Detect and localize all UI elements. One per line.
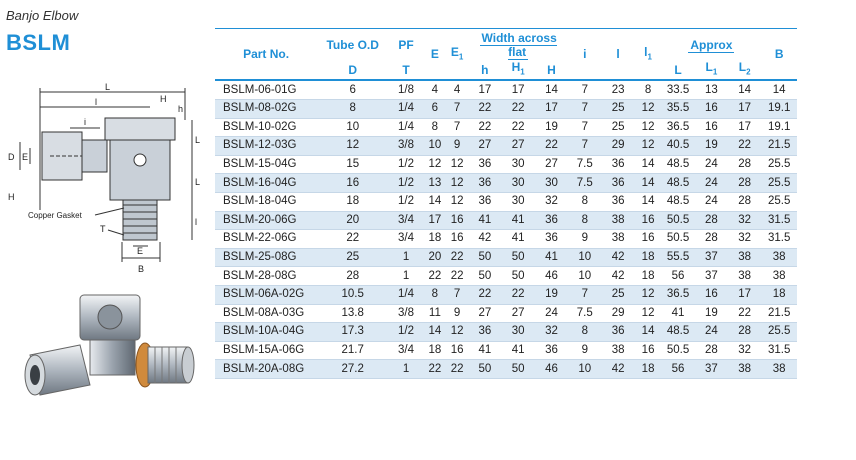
table-cell: 30 (502, 174, 535, 193)
table-cell: 10 (568, 360, 601, 379)
table-cell: 48.5 (661, 155, 694, 174)
table-cell: 36 (601, 174, 634, 193)
col-e: E (430, 47, 439, 62)
table-cell: 12 (635, 99, 662, 118)
table-cell: 7 (446, 285, 468, 304)
table-cell: 7 (446, 99, 468, 118)
table-cell: 10.5 (317, 285, 388, 304)
col-e1: $E_1$ (450, 44, 464, 61)
table-cell: 10 (568, 248, 601, 267)
part-number-cell: BSLM-18-04G (215, 192, 317, 211)
table-cell: 21.7 (317, 341, 388, 360)
dim-label-E: E (22, 152, 29, 162)
table-cell: 36 (468, 323, 501, 342)
table-cell: 17 (468, 80, 501, 99)
table-cell: 12 (446, 323, 468, 342)
table-cell: 27 (535, 155, 568, 174)
part-number-cell: BSLM-20-06G (215, 211, 317, 230)
table-cell: 28 (728, 192, 761, 211)
dim-label-h: h (178, 104, 184, 114)
table-cell: 3/4 (388, 230, 424, 249)
product-photo (20, 285, 210, 435)
table-cell: 14 (535, 80, 568, 99)
table-cell: 17 (728, 285, 761, 304)
table-cell: 12 (424, 155, 446, 174)
dim-label-L2: L (195, 135, 201, 145)
table-cell: 37 (695, 248, 728, 267)
table-cell: 21.5 (761, 304, 797, 323)
table-cell: 32 (728, 341, 761, 360)
table-cell: 6 (317, 80, 388, 99)
table-cell: 50 (468, 248, 501, 267)
table-cell: 38 (728, 360, 761, 379)
col-part-no: Part No. (243, 47, 290, 62)
table-cell: 16 (446, 230, 468, 249)
dim-label-H: H (8, 192, 15, 202)
table-cell: 1/4 (388, 285, 424, 304)
table-cell: 14 (635, 155, 662, 174)
table-cell: 8 (317, 99, 388, 118)
table-cell: 8 (568, 211, 601, 230)
table-cell: 38 (601, 230, 634, 249)
table-cell: 25 (601, 99, 634, 118)
part-number-cell: BSLM-15A-06G (215, 341, 317, 360)
table-cell: 24 (695, 323, 728, 342)
col-L1: $L_1$ (705, 60, 718, 77)
table-cell: 1/2 (388, 155, 424, 174)
table-cell: 16 (635, 230, 662, 249)
table-cell: 16 (317, 174, 388, 193)
part-number-cell: BSLM-06-01G (215, 80, 317, 99)
table-cell: 29 (601, 137, 634, 156)
table-cell: 12 (446, 192, 468, 211)
table-cell: 7 (568, 99, 601, 118)
table-cell: 12 (635, 118, 662, 137)
table-cell: 28 (695, 230, 728, 249)
table-cell: 50.5 (661, 341, 694, 360)
table-cell: 22 (728, 304, 761, 323)
table-cell: 22 (446, 267, 468, 286)
part-number-cell: BSLM-06A-02G (215, 285, 317, 304)
table-cell: 41 (535, 248, 568, 267)
table-cell: 25.5 (761, 174, 797, 193)
table-cell: 1/8 (388, 80, 424, 99)
table-cell: 36 (535, 341, 568, 360)
table-cell: 50 (468, 267, 501, 286)
table-cell: 7 (446, 118, 468, 137)
table-cell: 19 (695, 304, 728, 323)
table-cell: 18 (424, 341, 446, 360)
table-cell: 13 (695, 80, 728, 99)
table-cell: 42 (601, 360, 634, 379)
table-cell: 31.5 (761, 211, 797, 230)
table-row (215, 80, 797, 99)
table-row (215, 137, 797, 156)
table-cell: 12 (317, 137, 388, 156)
table-cell: 17 (424, 211, 446, 230)
table-cell: 25 (317, 248, 388, 267)
table-cell: 10 (424, 137, 446, 156)
table-cell: 42 (601, 267, 634, 286)
table-cell: 14 (728, 80, 761, 99)
table-cell: 22 (424, 360, 446, 379)
table-cell: 50 (502, 248, 535, 267)
table-cell: 13.8 (317, 304, 388, 323)
table-cell: 41 (468, 341, 501, 360)
table-cell: 21.5 (761, 137, 797, 156)
table-cell: 27 (502, 304, 535, 323)
table-cell: 36 (601, 192, 634, 211)
table-cell: 16 (695, 118, 728, 137)
table-cell: 18 (635, 248, 662, 267)
table-row (215, 99, 797, 118)
product-subtitle: Banjo Elbow (6, 8, 79, 23)
table-cell: 14 (424, 323, 446, 342)
table-cell: 30 (535, 174, 568, 193)
part-number-cell: BSLM-28-08G (215, 267, 317, 286)
table-cell: 4 (446, 80, 468, 99)
table-cell: 17 (502, 80, 535, 99)
table-cell: 3/4 (388, 341, 424, 360)
dim-label-i: i (84, 117, 86, 127)
table-cell: 1 (388, 248, 424, 267)
table-cell: 46 (535, 267, 568, 286)
table-cell: 7 (568, 118, 601, 137)
table-cell: 19 (535, 285, 568, 304)
part-number-cell: BSLM-10-02G (215, 118, 317, 137)
dim-label-B: B (138, 264, 145, 274)
table-cell: 31.5 (761, 341, 797, 360)
table-cell: 1/4 (388, 99, 424, 118)
table-cell: 1 (388, 360, 424, 379)
table-cell: 22 (502, 118, 535, 137)
table-cell: 31.5 (761, 230, 797, 249)
table-cell: 41 (468, 211, 501, 230)
table-cell: 28 (695, 211, 728, 230)
table-cell: 1/2 (388, 323, 424, 342)
table-cell: 24 (695, 155, 728, 174)
table-body (215, 80, 797, 378)
table-cell: 32 (535, 323, 568, 342)
table-cell: 12 (635, 304, 662, 323)
table-cell: 36.5 (661, 285, 694, 304)
copper-gasket-label: Copper Gasket (28, 211, 82, 220)
table-cell: 30 (502, 192, 535, 211)
part-number-cell: BSLM-16-04G (215, 174, 317, 193)
col-approx: Approx (690, 37, 733, 52)
table-cell: 20 (424, 248, 446, 267)
table-row (215, 341, 797, 360)
table-cell: 18 (761, 285, 797, 304)
table-cell: 25.5 (761, 323, 797, 342)
table-cell: 42 (468, 230, 501, 249)
table-cell: 8 (568, 323, 601, 342)
table-cell: 7.5 (568, 304, 601, 323)
table-cell: 13 (424, 174, 446, 193)
table-header-row (215, 29, 797, 61)
table-cell: 28 (317, 267, 388, 286)
table-row (215, 118, 797, 137)
table-cell: 7.5 (568, 174, 601, 193)
table-cell: 29 (601, 304, 634, 323)
table-cell: 32 (728, 230, 761, 249)
table-cell: 42 (601, 248, 634, 267)
table-cell: 37 (695, 267, 728, 286)
table-row (215, 304, 797, 323)
table-cell: 18 (317, 192, 388, 211)
table-cell: 56 (661, 360, 694, 379)
part-number-cell: BSLM-25-08G (215, 248, 317, 267)
table-cell: 4 (424, 80, 446, 99)
table-row (215, 323, 797, 342)
table-cell: 16 (446, 211, 468, 230)
table-cell: 22 (468, 285, 501, 304)
table-cell: 24 (535, 304, 568, 323)
table-cell: 22 (502, 99, 535, 118)
part-number-cell: BSLM-10A-04G (215, 323, 317, 342)
table-cell: 50 (468, 360, 501, 379)
table-cell: 48.5 (661, 192, 694, 211)
table-cell: 50 (502, 360, 535, 379)
table-cell: 33.5 (661, 80, 694, 99)
col-L: L (674, 62, 682, 77)
table-cell: 41 (661, 304, 694, 323)
table-cell: 27.2 (317, 360, 388, 379)
col-pf: PF (398, 37, 414, 52)
part-number-cell: BSLM-20A-08G (215, 360, 317, 379)
col-i: i (583, 47, 587, 62)
table-cell: 15 (317, 155, 388, 174)
table-cell: 7 (568, 137, 601, 156)
table-cell: 16 (635, 341, 662, 360)
dim-label-l1: l (195, 217, 197, 227)
table-cell: 18 (424, 230, 446, 249)
table-cell: 16 (446, 341, 468, 360)
col-h1: $H_1$ (511, 60, 525, 77)
table-row (215, 174, 797, 193)
table-cell: 38 (761, 267, 797, 286)
table-cell: 38 (601, 341, 634, 360)
table-cell: 25 (601, 285, 634, 304)
table-cell: 19 (535, 118, 568, 137)
table-cell: 27 (468, 304, 501, 323)
table-cell: 36 (601, 155, 634, 174)
table-cell: 10 (317, 118, 388, 137)
dim-label-L: L (105, 82, 111, 92)
table-row (215, 192, 797, 211)
table-cell: 41 (502, 230, 535, 249)
table-cell: 7 (568, 80, 601, 99)
table-cell: 36.5 (661, 118, 694, 137)
table-cell: 10 (568, 267, 601, 286)
table-cell: 8 (635, 80, 662, 99)
table-cell: 9 (568, 230, 601, 249)
table-cell: 1 (388, 267, 424, 286)
table-cell: 28 (728, 323, 761, 342)
table-cell: 48.5 (661, 174, 694, 193)
table-cell: 36 (535, 211, 568, 230)
table-cell: 8 (424, 285, 446, 304)
table-cell: 1/2 (388, 174, 424, 193)
technical-drawing (0, 80, 210, 280)
table-cell: 38 (728, 267, 761, 286)
table-row (215, 360, 797, 379)
table-row (215, 230, 797, 249)
part-number-cell: BSLM-08A-03G (215, 304, 317, 323)
col-width-across-flat: Width across flat (481, 30, 557, 59)
table-cell: 50.5 (661, 230, 694, 249)
table-cell: 14 (635, 174, 662, 193)
table-cell: 9 (446, 137, 468, 156)
table-cell: 7 (568, 285, 601, 304)
table-cell: 1/4 (388, 118, 424, 137)
table-row (215, 155, 797, 174)
table-cell: 18 (635, 267, 662, 286)
col-t: T (402, 62, 410, 77)
table-cell: 14 (424, 192, 446, 211)
table-cell: 40.5 (661, 137, 694, 156)
table-cell: 25.5 (761, 155, 797, 174)
table-cell: 19.1 (761, 99, 797, 118)
table-cell: 22 (446, 360, 468, 379)
table-cell: 32 (728, 211, 761, 230)
dim-label-H1: H (160, 94, 167, 104)
table-cell: 8 (424, 118, 446, 137)
table-cell: 22 (424, 267, 446, 286)
table-cell: 18 (635, 360, 662, 379)
table-cell: 17 (535, 99, 568, 118)
table-cell: 41 (502, 211, 535, 230)
table-cell: 22 (446, 248, 468, 267)
table-cell: 12 (635, 137, 662, 156)
table-cell: 36 (535, 230, 568, 249)
table-cell: 38 (761, 248, 797, 267)
dim-label-l: l (95, 97, 97, 107)
table-cell: 22 (468, 118, 501, 137)
table-cell: 27 (502, 137, 535, 156)
table-cell: 3/8 (388, 304, 424, 323)
table-cell: 1/2 (388, 192, 424, 211)
dim-label-T: T (100, 224, 106, 234)
spec-table (215, 28, 797, 379)
part-number-cell: BSLM-15-04G (215, 155, 317, 174)
col-b: B (774, 47, 784, 62)
table-cell: 3/8 (388, 137, 424, 156)
table-cell: 38 (601, 211, 634, 230)
table-row (215, 285, 797, 304)
table-cell: 50.5 (661, 211, 694, 230)
table-cell: 48.5 (661, 323, 694, 342)
table-cell: 8 (568, 192, 601, 211)
table-cell: 12 (635, 285, 662, 304)
table-cell: 28 (695, 341, 728, 360)
col-l: l (616, 47, 620, 62)
table-cell: 24 (695, 174, 728, 193)
table-cell: 16 (635, 211, 662, 230)
table-cell: 20 (317, 211, 388, 230)
part-number-cell: BSLM-22-06G (215, 230, 317, 249)
table-cell: 30 (502, 155, 535, 174)
table-cell: 19 (695, 137, 728, 156)
table-cell: 11 (424, 304, 446, 323)
dim-label-E1: E (137, 246, 144, 256)
table-cell: 17 (728, 99, 761, 118)
part-number-cell: BSLM-12-03G (215, 137, 317, 156)
col-d: D (348, 62, 358, 77)
table-cell: 12 (446, 155, 468, 174)
table-cell: 9 (568, 341, 601, 360)
table-cell: 25 (601, 118, 634, 137)
table-cell: 17.3 (317, 323, 388, 342)
table-cell: 36 (601, 323, 634, 342)
table-cell: 28 (728, 174, 761, 193)
table-cell: 46 (535, 360, 568, 379)
table-cell: 14 (761, 80, 797, 99)
table-cell: 55.5 (661, 248, 694, 267)
table-cell: 16 (695, 99, 728, 118)
table-cell: 36 (468, 174, 501, 193)
table-cell: 36 (468, 155, 501, 174)
col-l1: $l_1$ (644, 44, 652, 61)
table-cell: 7.5 (568, 155, 601, 174)
table-cell: 14 (635, 323, 662, 342)
table-cell: 22 (468, 99, 501, 118)
col-h-small: h (481, 62, 489, 77)
product-title: BSLM (6, 30, 71, 55)
col-h: H (547, 62, 556, 77)
part-number-cell: BSLM-08-02G (215, 99, 317, 118)
table-cell: 22 (502, 285, 535, 304)
table-cell: 36 (468, 192, 501, 211)
table-cell: 17 (728, 118, 761, 137)
table-cell: 24 (695, 192, 728, 211)
col-tube-od: Tube O.D (326, 37, 379, 52)
table-cell: 27 (468, 137, 501, 156)
table-cell: 56 (661, 267, 694, 286)
table-cell: 22 (728, 137, 761, 156)
table-cell: 50 (502, 267, 535, 286)
dim-label-D: D (8, 152, 15, 162)
dim-label-L1: L (195, 177, 201, 187)
table-cell: 37 (695, 360, 728, 379)
table-cell: 41 (502, 341, 535, 360)
table-cell: 19.1 (761, 118, 797, 137)
table-cell: 3/4 (388, 211, 424, 230)
table-cell: 23 (601, 80, 634, 99)
table-cell: 9 (446, 304, 468, 323)
table-cell: 22 (317, 230, 388, 249)
table-row (215, 248, 797, 267)
table-cell: 38 (761, 360, 797, 379)
table-cell: 16 (695, 285, 728, 304)
table-cell: 12 (446, 174, 468, 193)
table-cell: 38 (728, 248, 761, 267)
table-cell: 32 (535, 192, 568, 211)
col-L2: $L_2$ (738, 60, 751, 77)
table-cell: 30 (502, 323, 535, 342)
table-row (215, 267, 797, 286)
table-cell: 35.5 (661, 99, 694, 118)
table-cell: 14 (635, 192, 662, 211)
table-cell: 25.5 (761, 192, 797, 211)
table-cell: 28 (728, 155, 761, 174)
table-cell: 22 (535, 137, 568, 156)
table-row (215, 211, 797, 230)
table-cell: 6 (424, 99, 446, 118)
